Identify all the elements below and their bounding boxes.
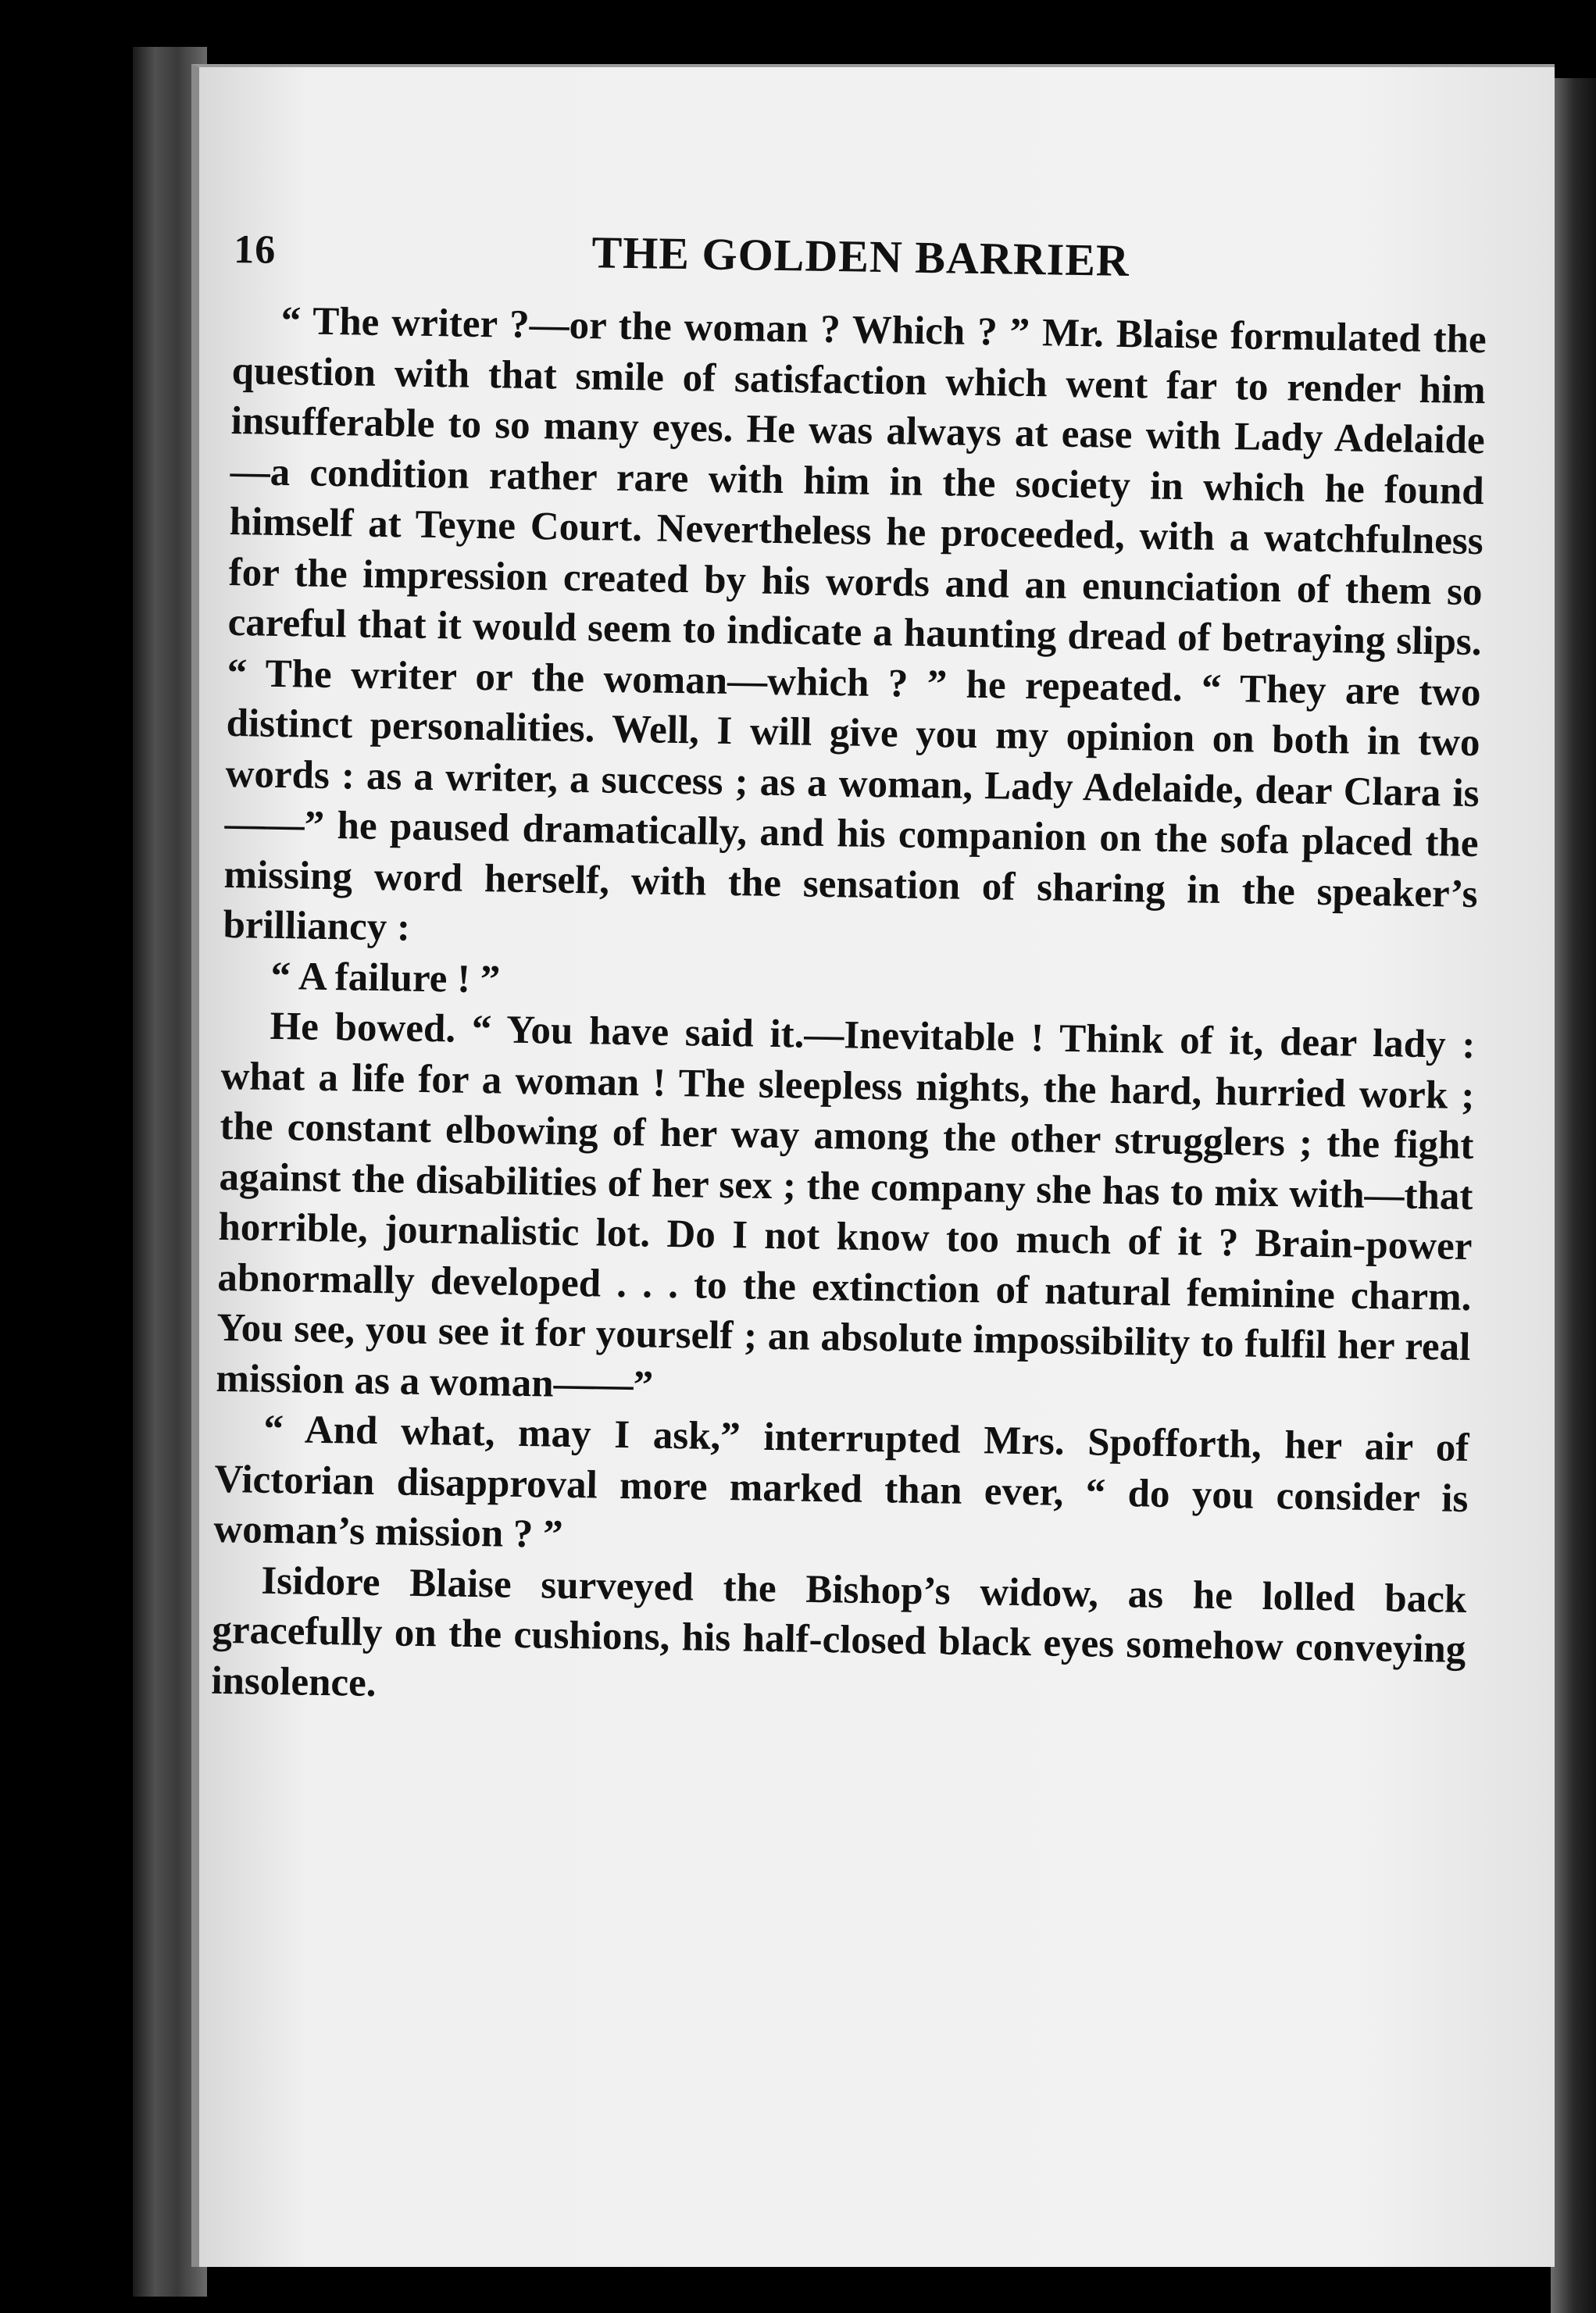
paragraph: He bowed. “ You have said it.—Inevitable ! Think of it, dear lady : what a life for a woman ! The sleepless nights, the hard, hurried work ; the constant elbowing of her way among the other strugglers ; the fight against the disabilities of her sex ; the company she has to mix with—that horrible, journalistic lot. Do I not know too much of it ? Brain-power abnormally developed . . . to the extinction of natural feminine charm. You see, you see it for yourself ; an absolute impossibility to fulfil her real mission as a woman——” bbox=[216, 1004, 1476, 1408]
body-text bbox=[211, 295, 1487, 1726]
text-block bbox=[211, 211, 1488, 1726]
paragraph: “ A failure ! ” bbox=[270, 954, 501, 1001]
page-number: 16 bbox=[233, 227, 277, 273]
paragraph: “ And what, may I ask,” interrupted Mrs. Spofforth, her air of Victorian disapproval more marked than ever, “ do you consider is woman’s mission ? ” bbox=[213, 1407, 1469, 1557]
book-title: THE GOLDEN BARRIER bbox=[591, 227, 1130, 287]
paragraph: Isidore Blaise surveyed the Bishop’s widow, as he lolled back gracefully on the cushions, his half-closed black eyes somehow conveying insolence. bbox=[211, 1558, 1467, 1705]
page-edge bbox=[1551, 78, 1596, 2313]
paragraph: “ The writer ?—or the woman ? Which ? ” Mr. Blaise formulated the question with that smile of satisfaction which went far to render him insufferable to so many eyes. He was always at ease with Lady Adelaide —a condition rather rare with him in the society in which he found himself at Teyne Court. Nevertheless he proceeded, with a watchfulness for the impression created by his words and an enunciation of them so careful that it would seem to indicate a haunting dread of betraying slips. “ The writer or the woman—which ? ” he repeated. “ They are two distinct personalities. Well, I will give you my opinion on both in two words : as a writer, a success ; as a woman, Lady Adelaide, dear Clara is——” he paused dramatically, and his companion on the sofa placed the missing word herself, with the sensation of sharing in the speaker’s brilliancy : bbox=[223, 298, 1487, 950]
